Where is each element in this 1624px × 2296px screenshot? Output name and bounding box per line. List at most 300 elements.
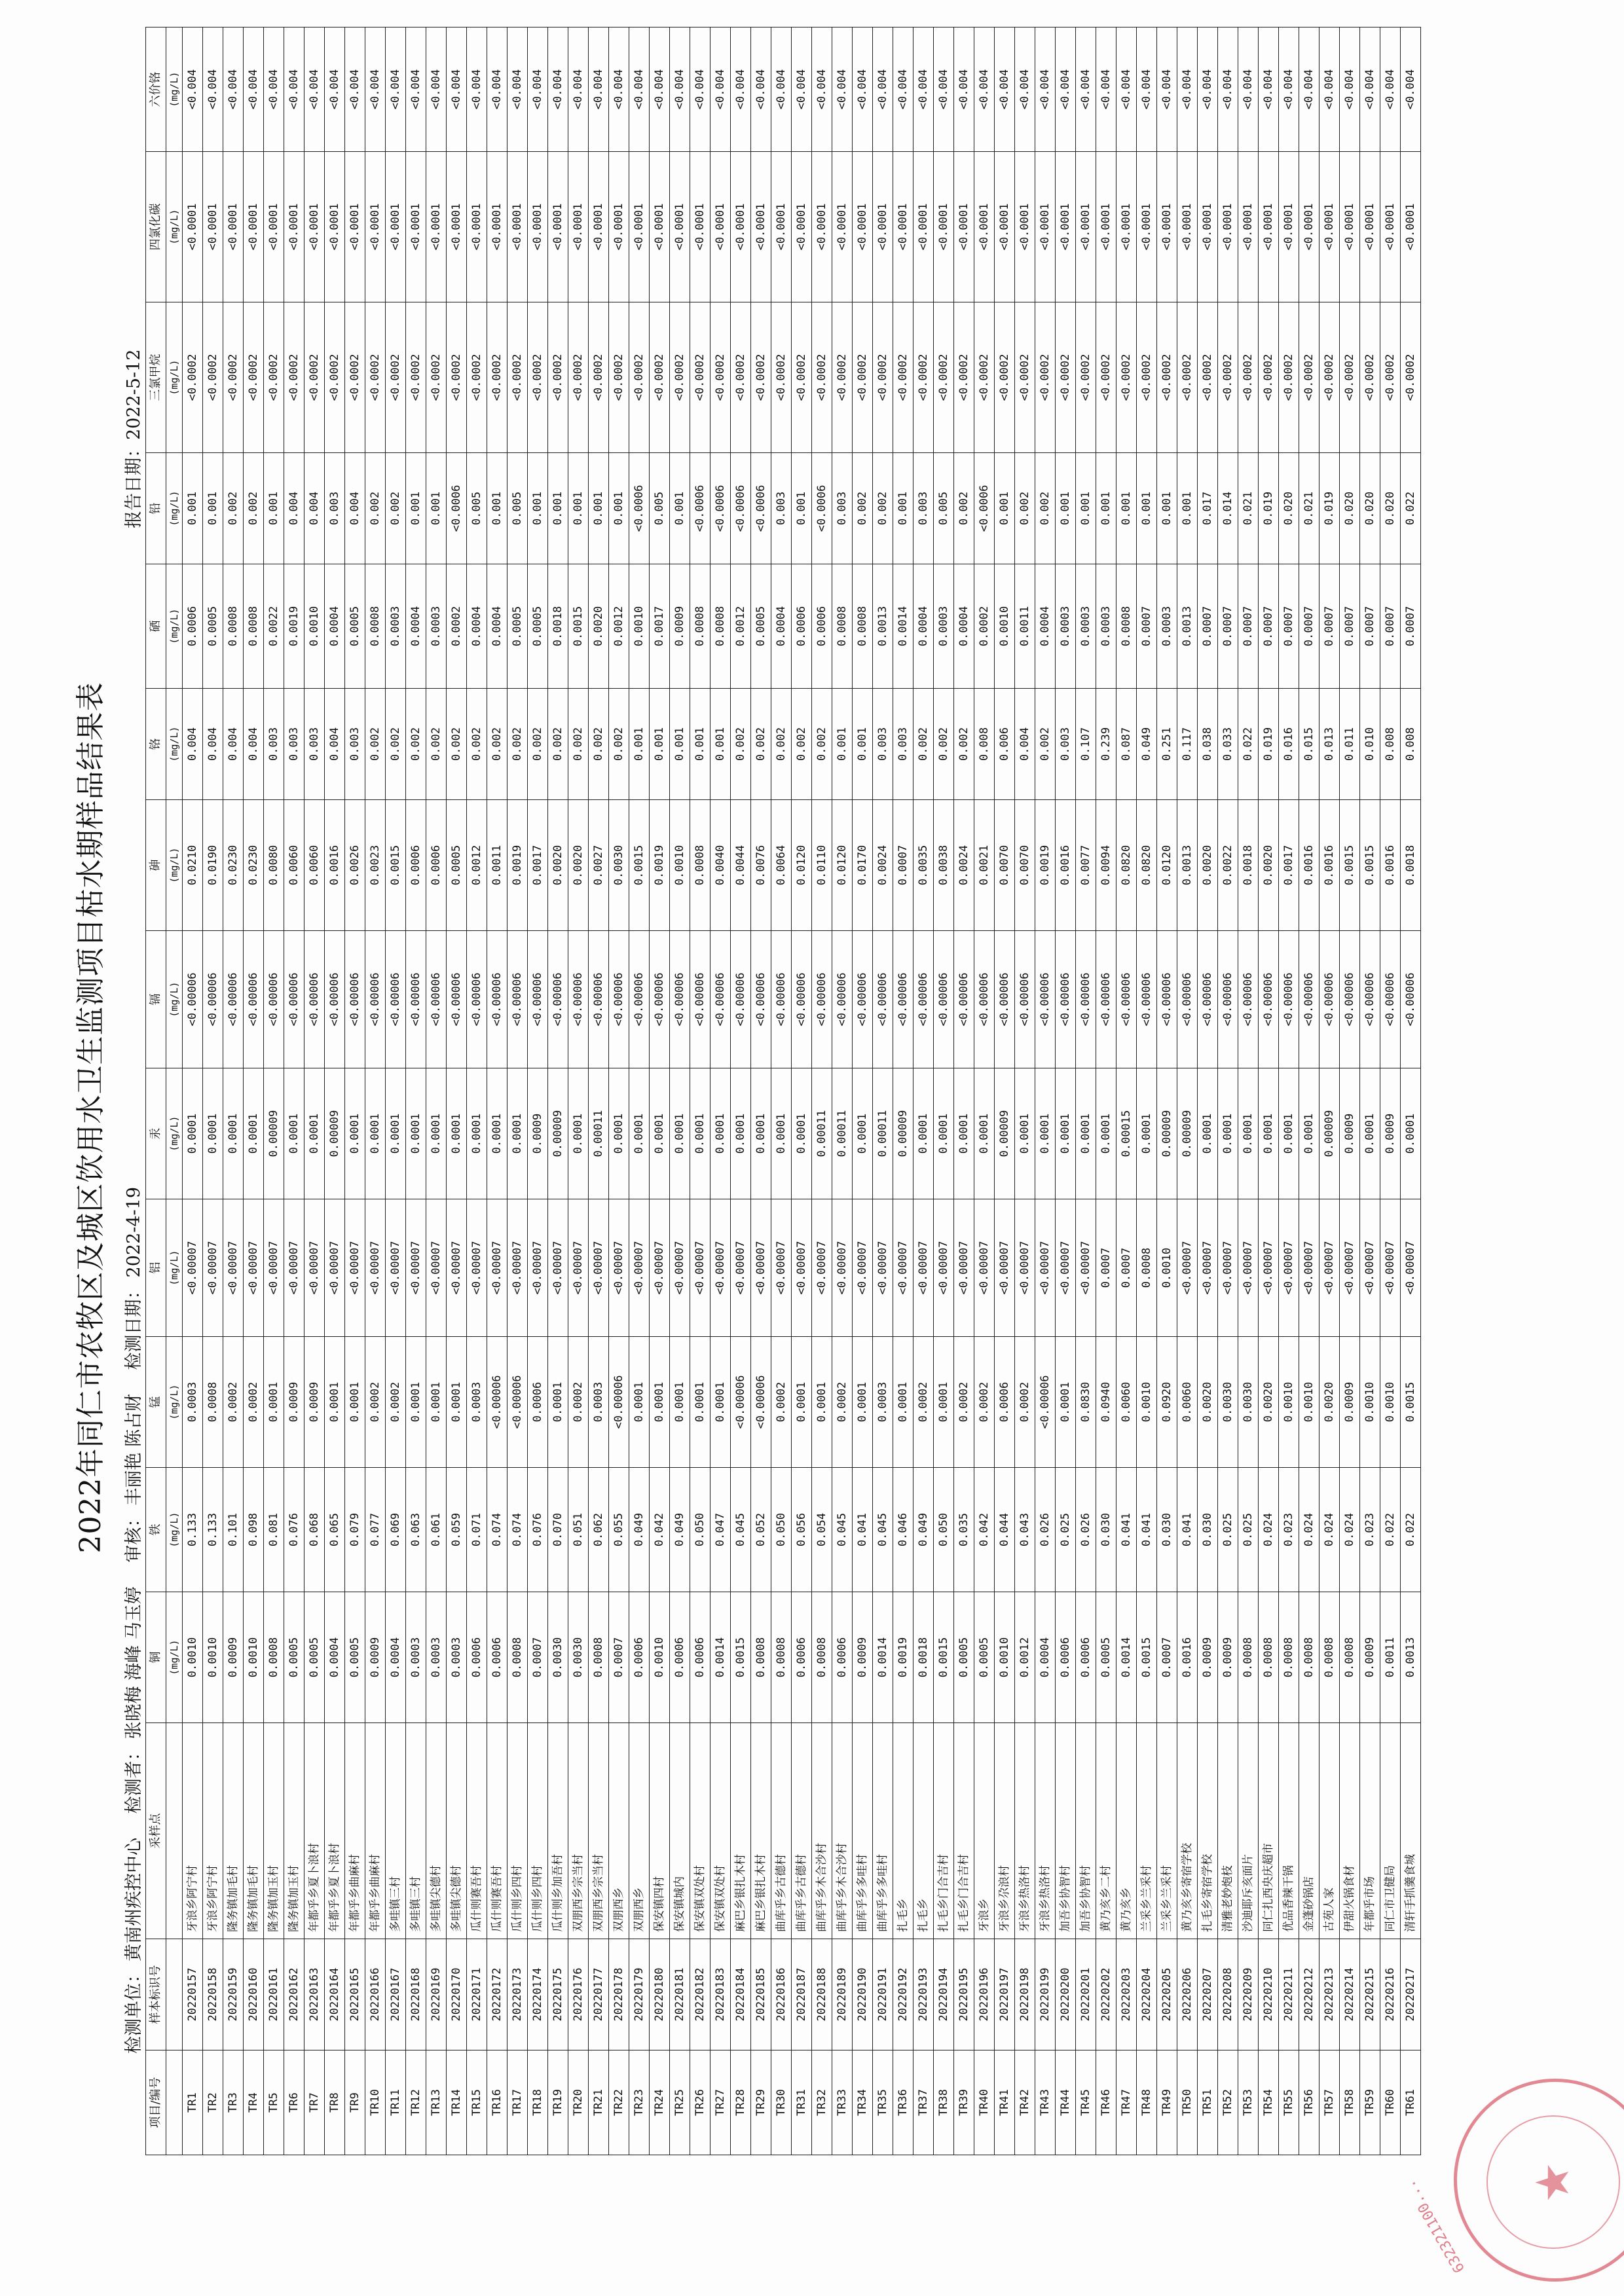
result-cell: 0.0003	[386, 564, 406, 689]
result-cell: <0.004	[1401, 27, 1421, 152]
result-cell: 0.0001	[487, 1068, 507, 1199]
column-header: 铜	[146, 1592, 166, 1723]
result-cell: 0.0830	[1076, 1337, 1096, 1468]
sample-id-cell: 20220182	[690, 1939, 710, 2050]
item-id-cell: TR23	[629, 2050, 650, 2155]
result-cell: <0.004	[1116, 27, 1137, 152]
result-cell: 0.068	[304, 1468, 325, 1592]
result-cell: 0.0001	[447, 1337, 467, 1468]
result-cell: <0.0002	[1096, 302, 1116, 453]
result-cell: 0.0022	[1218, 800, 1238, 931]
table-header	[146, 27, 183, 2155]
item-id-cell: TR47	[1116, 2050, 1137, 2155]
result-cell: <0.0001	[244, 152, 264, 302]
result-cell: <0.004	[974, 27, 995, 152]
result-cell: 0.069	[386, 1468, 406, 1592]
result-cell: <0.004	[812, 27, 832, 152]
result-cell: 0.042	[974, 1468, 995, 1592]
result-cell: 0.0002	[1015, 1337, 1035, 1468]
result-cell: <0.004	[1177, 27, 1198, 152]
result-cell: 0.0030	[1218, 1337, 1238, 1468]
result-cell: <0.0001	[1279, 152, 1299, 302]
result-cell: 0.098	[244, 1468, 264, 1592]
sampling-site-cell: 兰采乡兰采村	[1157, 1723, 1177, 1939]
result-cell: <0.0001	[1259, 152, 1279, 302]
result-cell: 0.003	[771, 453, 792, 564]
result-cell: <0.0002	[447, 302, 467, 453]
item-id-cell: TR41	[995, 2050, 1015, 2155]
result-cell: <0.00006	[1035, 931, 1056, 1068]
result-cell: 0.050	[771, 1468, 792, 1592]
result-cell: <0.0002	[792, 302, 812, 453]
result-cell: <0.0002	[1137, 302, 1157, 453]
sampling-site-cell: 黄乃亥乡寄宿学校	[1177, 1723, 1198, 1939]
result-cell: 0.0003	[873, 1337, 893, 1468]
unit-cell: (mg/L)	[166, 1592, 183, 1723]
result-cell: <0.00006	[548, 931, 568, 1068]
result-cell: <0.0002	[995, 302, 1015, 453]
result-cell: 0.002	[406, 689, 426, 800]
item-id-cell: TR59	[1360, 2050, 1380, 2155]
result-cell: 0.001	[426, 453, 447, 564]
result-cell: 0.0008	[203, 1337, 223, 1468]
result-cell: <0.00006	[467, 931, 487, 1068]
column-header: 六价铬	[146, 27, 166, 152]
sampling-site-cell: 曲库乎乡多哇村	[873, 1723, 893, 1939]
result-cell: 0.0004	[771, 564, 792, 689]
sampling-site-cell: 隆务镇加玉村	[264, 1723, 284, 1939]
result-cell: <0.0002	[710, 302, 731, 453]
result-cell: 0.0001	[1015, 1068, 1035, 1199]
result-cell: 0.0015	[1401, 1337, 1421, 1468]
sample-id-cell: 20220192	[893, 1939, 913, 2050]
table-row	[650, 27, 670, 2155]
result-cell: <0.0001	[264, 152, 284, 302]
result-cell: <0.00007	[731, 1199, 751, 1337]
result-cell: 0.0006	[528, 1337, 548, 1468]
table-row	[1320, 27, 1340, 2155]
result-cell: <0.004	[1299, 27, 1320, 152]
sample-id-cell: 20220162	[284, 1939, 304, 2050]
result-cell: <0.0001	[1035, 152, 1056, 302]
result-cell: <0.004	[629, 27, 650, 152]
result-cell: <0.00006	[609, 931, 629, 1068]
item-id-cell: TR44	[1056, 2050, 1076, 2155]
result-cell: 0.020	[1340, 453, 1360, 564]
result-cell: <0.00006	[954, 931, 974, 1068]
result-cell: 0.0010	[1380, 1337, 1401, 1468]
result-cell: 0.022	[1401, 453, 1421, 564]
result-cell: <0.0001	[1198, 152, 1218, 302]
result-cell: 0.0013	[1177, 564, 1198, 689]
result-cell: 0.0012	[609, 564, 629, 689]
result-cell: 0.002	[548, 689, 568, 800]
result-cell: 0.0110	[812, 800, 832, 931]
result-cell: <0.00006	[507, 1337, 528, 1468]
result-cell: <0.004	[1360, 27, 1380, 152]
result-cell: 0.0006	[183, 564, 203, 689]
result-cell: 0.0005	[203, 564, 223, 689]
unit-cell: (mg/L)	[166, 1337, 183, 1468]
result-cell: <0.0006	[690, 453, 710, 564]
result-cell: 0.0021	[974, 800, 995, 931]
result-cell: 0.022	[1380, 1468, 1401, 1592]
result-cell: 0.0001	[670, 1337, 690, 1468]
table-row	[1035, 27, 1056, 2155]
result-cell: 0.011	[1340, 689, 1360, 800]
result-cell: <0.0002	[183, 302, 203, 453]
table-row	[771, 27, 792, 2155]
table-row	[183, 27, 203, 2155]
result-cell: <0.0002	[467, 302, 487, 453]
result-cell: <0.004	[995, 27, 1015, 152]
result-cell: 0.0012	[1015, 1592, 1035, 1723]
sample-id-cell: 20220166	[365, 1939, 386, 2050]
result-cell: <0.0001	[467, 152, 487, 302]
unit-cell: (mg/L)	[166, 931, 183, 1068]
result-cell: <0.00007	[1218, 1199, 1238, 1337]
result-cell: 0.0002	[771, 1337, 792, 1468]
result-cell: <0.00006	[873, 931, 893, 1068]
result-cell: <0.0001	[1238, 152, 1259, 302]
result-cell: 0.0011	[1380, 1592, 1401, 1723]
result-cell: 0.0008	[812, 1592, 832, 1723]
result-cell: 0.0002	[954, 1337, 974, 1468]
result-cell: <0.0001	[731, 152, 751, 302]
item-id-cell: TR10	[365, 2050, 386, 2155]
result-cell: <0.00007	[1015, 1199, 1035, 1337]
sampling-site-cell: 双朋西乡宗当村	[589, 1723, 609, 1939]
result-cell: 0.0001	[1279, 1068, 1299, 1199]
table-row	[670, 27, 690, 2155]
sampling-site-cell: 双朋西乡	[629, 1723, 650, 1939]
table-row	[1198, 27, 1218, 2155]
result-cell: 0.00009	[325, 1068, 345, 1199]
sample-id-cell: 20220173	[507, 1939, 528, 2050]
item-id-cell: TR13	[426, 2050, 447, 2155]
result-cell: 0.0018	[1238, 800, 1259, 931]
result-cell: 0.0001	[650, 1337, 670, 1468]
result-cell: 0.004	[223, 689, 244, 800]
result-cell: 0.0001	[913, 1068, 934, 1199]
result-cell: <0.0006	[751, 453, 771, 564]
result-cell: 0.0019	[1035, 800, 1056, 931]
result-cell: 0.0001	[853, 1068, 873, 1199]
result-cell: 0.076	[528, 1468, 548, 1592]
table-row	[244, 27, 264, 2155]
result-cell: <0.004	[1056, 27, 1076, 152]
result-cell: <0.00006	[1096, 931, 1116, 1068]
result-cell: 0.0094	[1096, 800, 1116, 931]
result-cell: 0.0002	[974, 1337, 995, 1468]
report-title: 2022年同仁市农牧区及城区饮用水卫生监测项目枯水期样品结果表	[74, 682, 107, 1554]
result-cell: 0.0003	[589, 1337, 609, 1468]
result-cell: 0.0017	[528, 800, 548, 931]
result-cell: 0.001	[203, 453, 223, 564]
result-cell: 0.0004	[1035, 564, 1056, 689]
result-cell: <0.0002	[365, 302, 386, 453]
result-cell: 0.0010	[1299, 1337, 1320, 1468]
result-cell: 0.003	[325, 453, 345, 564]
result-cell: 0.0020	[568, 800, 589, 931]
item-id-cell: TR4	[244, 2050, 264, 2155]
result-cell: <0.004	[264, 27, 284, 152]
result-cell: <0.00006	[1015, 931, 1035, 1068]
result-cell: <0.0002	[954, 302, 974, 453]
item-id-cell: TR6	[284, 2050, 304, 2155]
result-cell: 0.005	[934, 453, 954, 564]
result-cell: 0.0007	[1380, 564, 1401, 689]
result-cell: 0.008	[1401, 689, 1421, 800]
result-cell: <0.00007	[507, 1199, 528, 1337]
reviewer-label: 审核：	[124, 1509, 144, 1563]
table-row	[304, 27, 325, 2155]
result-cell: <0.00007	[1320, 1199, 1340, 1337]
sample-id-cell: 20220167	[386, 1939, 406, 2050]
result-cell: <0.00007	[345, 1199, 365, 1337]
result-cell: <0.00007	[710, 1199, 731, 1337]
result-cell: 0.038	[1198, 689, 1218, 800]
item-id-cell: TR20	[568, 2050, 589, 2155]
result-cell: <0.0002	[1279, 302, 1299, 453]
sampling-site-cell: 优品香辣干锅	[1279, 1723, 1299, 1939]
result-cell: 0.0210	[183, 800, 203, 931]
sample-id-cell: 20220168	[406, 1939, 426, 2050]
result-cell: 0.0038	[934, 800, 954, 931]
result-cell: <0.0002	[386, 302, 406, 453]
result-cell: <0.004	[507, 27, 528, 152]
result-cell: <0.00007	[629, 1199, 650, 1337]
result-cell: 0.0004	[487, 564, 507, 689]
result-cell: <0.00007	[893, 1199, 913, 1337]
sample-id-cell: 20220157	[183, 1939, 203, 2050]
result-cell: 0.0001	[934, 1337, 954, 1468]
sampling-site-cell: 瓜什则赛吾村	[487, 1723, 507, 1939]
sampling-site-cell: 同仁市卫健局	[1380, 1723, 1401, 1939]
result-cell: 0.001	[670, 689, 690, 800]
result-cell: 0.0001	[548, 1337, 568, 1468]
result-cell: <0.00006	[1320, 931, 1340, 1068]
result-cell: 0.0005	[528, 564, 548, 689]
table-row	[568, 27, 589, 2155]
result-cell: 0.0001	[1056, 1337, 1076, 1468]
result-cell: <0.00007	[609, 1199, 629, 1337]
result-cell: 0.0008	[1320, 1592, 1340, 1723]
result-cell: 0.0001	[223, 1068, 244, 1199]
result-cell: 0.013	[1320, 689, 1340, 800]
result-cell: 0.0007	[1340, 564, 1360, 689]
result-cell: 0.001	[853, 689, 873, 800]
result-cell: <0.00006	[304, 931, 325, 1068]
unit-label: 检测单位：	[124, 1965, 144, 2054]
result-cell: 0.0010	[304, 564, 325, 689]
result-cell: <0.004	[1380, 27, 1401, 152]
result-cell: <0.00006	[1279, 931, 1299, 1068]
result-cell: <0.004	[934, 27, 954, 152]
result-cell: 0.003	[873, 689, 893, 800]
result-cell: <0.00006	[1218, 931, 1238, 1068]
sample-id-cell: 20220179	[629, 1939, 650, 2050]
result-cell: <0.00007	[1076, 1199, 1096, 1337]
sampling-site-cell: 年都乎乡曲麻村	[345, 1723, 365, 1939]
result-cell: 0.065	[325, 1468, 345, 1592]
result-cell: <0.0002	[406, 302, 426, 453]
result-cell: 0.0019	[893, 1592, 913, 1723]
result-cell: 0.0005	[284, 1592, 304, 1723]
result-cell: 0.0060	[1177, 1337, 1198, 1468]
result-cell: <0.00007	[304, 1199, 325, 1337]
item-id-cell: TR28	[731, 2050, 751, 2155]
result-cell: 0.117	[1177, 689, 1198, 800]
column-header: 铝	[146, 1199, 166, 1337]
result-cell: <0.00006	[771, 931, 792, 1068]
table-row	[629, 27, 650, 2155]
result-cell: <0.00007	[528, 1199, 548, 1337]
result-cell: <0.0001	[183, 152, 203, 302]
result-cell: <0.00007	[954, 1199, 974, 1337]
result-cell: 0.0009	[670, 564, 690, 689]
result-cell: 0.044	[995, 1468, 1015, 1592]
item-id-cell: TR15	[467, 2050, 487, 2155]
result-cell: <0.0001	[995, 152, 1015, 302]
item-id-cell: TR37	[913, 2050, 934, 2155]
result-cell: <0.0002	[507, 302, 528, 453]
result-cell: 0.014	[1218, 453, 1238, 564]
result-cell: 0.0006	[812, 564, 832, 689]
sampling-site-cell: 多哇镇尖德村	[447, 1723, 467, 1939]
result-cell: <0.00006	[1259, 931, 1279, 1068]
result-cell: 0.0007	[1279, 564, 1299, 689]
result-cell: <0.00006	[670, 931, 690, 1068]
table-row	[426, 27, 447, 2155]
result-cell: <0.00007	[670, 1199, 690, 1337]
result-cell: <0.0001	[650, 152, 670, 302]
result-cell: 0.0007	[1137, 564, 1157, 689]
result-cell: 0.003	[284, 689, 304, 800]
table-row	[284, 27, 304, 2155]
result-cell: <0.0002	[487, 302, 507, 453]
result-cell: 0.0010	[650, 1592, 670, 1723]
result-cell: 0.0002	[568, 1337, 589, 1468]
result-cell: 0.002	[568, 689, 589, 800]
result-cell: 0.0010	[629, 564, 650, 689]
result-cell: 0.0004	[386, 1592, 406, 1723]
result-cell: 0.0001	[1259, 1068, 1279, 1199]
result-cell: <0.0002	[1015, 302, 1035, 453]
column-header: 锰	[146, 1337, 166, 1468]
item-id-cell: TR31	[792, 2050, 812, 2155]
result-cell: <0.00006	[447, 931, 467, 1068]
result-cell: 0.077	[365, 1468, 386, 1592]
item-id-cell: TR40	[974, 2050, 995, 2155]
result-cell: <0.0002	[1177, 302, 1198, 453]
result-cell: <0.0002	[568, 302, 589, 453]
result-cell: 0.081	[264, 1468, 284, 1592]
result-cell: <0.00007	[1056, 1199, 1076, 1337]
result-cell: 0.024	[1320, 1468, 1340, 1592]
result-cell: <0.0002	[1035, 302, 1056, 453]
result-cell: 0.002	[954, 689, 974, 800]
result-cell: 0.061	[426, 1468, 447, 1592]
result-cell: 0.0077	[1076, 800, 1096, 931]
result-cell: 0.001	[690, 689, 710, 800]
result-cell: 0.001	[629, 689, 650, 800]
result-cell: 0.002	[487, 689, 507, 800]
result-cell: 0.002	[365, 453, 386, 564]
result-cell: <0.004	[690, 27, 710, 152]
result-cell: <0.00006	[406, 931, 426, 1068]
result-cell: 0.001	[1096, 453, 1116, 564]
result-cell: <0.00007	[832, 1199, 853, 1337]
result-cell: 0.0020	[589, 564, 609, 689]
result-cell: 0.0015	[1137, 1592, 1157, 1723]
result-cell: 0.0006	[467, 1592, 487, 1723]
result-cell: 0.0003	[1157, 564, 1177, 689]
result-cell: 0.00009	[893, 1068, 913, 1199]
sampling-site-cell: 双朋西乡	[609, 1723, 629, 1939]
table-row	[873, 27, 893, 2155]
result-cell: <0.0001	[873, 152, 893, 302]
result-cell: 0.001	[710, 689, 731, 800]
result-cell: <0.00007	[426, 1199, 447, 1337]
result-cell: <0.004	[1137, 27, 1157, 152]
result-cell: 0.00009	[1177, 1068, 1198, 1199]
sampling-site-cell: 伊甜火锅食材	[1340, 1723, 1360, 1939]
item-id-cell: TR25	[670, 2050, 690, 2155]
result-cell: <0.0002	[1116, 302, 1137, 453]
result-cell: <0.00007	[792, 1199, 812, 1337]
result-cell: 0.005	[650, 453, 670, 564]
item-id-cell: TR52	[1218, 2050, 1238, 2155]
result-cell: 0.041	[1177, 1468, 1198, 1592]
result-cell: <0.00006	[1340, 931, 1360, 1068]
result-cell: 0.0030	[568, 1592, 589, 1723]
result-cell: 0.050	[690, 1468, 710, 1592]
table-row	[325, 27, 345, 2155]
result-cell: <0.00006	[812, 931, 832, 1068]
result-cell: 0.004	[345, 453, 365, 564]
result-cell: 0.0026	[345, 800, 365, 931]
table-row	[812, 27, 832, 2155]
result-cell: 0.0008	[244, 564, 264, 689]
result-cell: <0.004	[710, 27, 731, 152]
result-cell: 0.0013	[873, 564, 893, 689]
result-cell: 0.001	[832, 689, 853, 800]
result-cell: <0.00006	[1299, 931, 1320, 1068]
result-cell: 0.019	[1259, 689, 1279, 800]
result-cell: <0.0002	[731, 302, 751, 453]
result-cell: 0.0009	[1198, 1592, 1218, 1723]
result-cell: <0.0001	[1157, 152, 1177, 302]
item-id-cell: TR45	[1076, 2050, 1096, 2155]
result-cell: 0.0013	[1401, 1592, 1421, 1723]
result-cell: <0.0002	[304, 302, 325, 453]
result-cell: 0.0009	[1380, 1068, 1401, 1199]
sample-id-cell: 20220178	[609, 1939, 629, 2050]
result-cell: 0.0006	[792, 564, 812, 689]
result-cell: 0.0007	[1401, 564, 1421, 689]
report-date-value: 2022-5-12	[124, 349, 144, 440]
result-cell: 0.030	[1096, 1468, 1116, 1592]
result-cell: <0.0001	[792, 152, 812, 302]
result-cell: 0.0027	[589, 800, 609, 931]
result-cell: 0.063	[406, 1468, 426, 1592]
result-cell: <0.0002	[1076, 302, 1096, 453]
result-cell: 0.0010	[244, 1592, 264, 1723]
result-cell: <0.0001	[589, 152, 609, 302]
result-cell: <0.00006	[893, 931, 913, 1068]
sampling-site-cell: 古苑人家	[1320, 1723, 1340, 1939]
